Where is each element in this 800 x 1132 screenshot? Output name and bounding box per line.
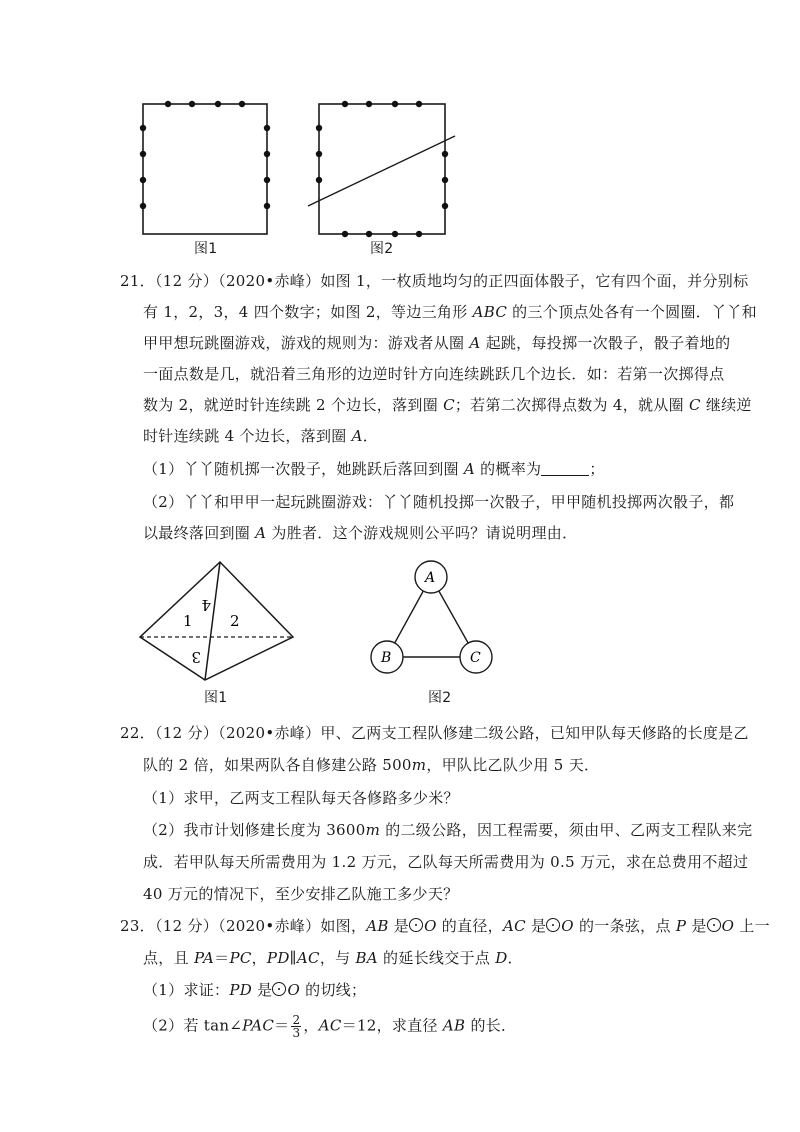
die-face-2: 2 [230, 612, 240, 630]
tetrahedron-caption: 图1 [204, 690, 228, 706]
figure-2-caption: 图2 [370, 241, 394, 257]
q22-line-2: 队的 2 倍，如果两队各自修建公路 500m，甲队比乙队少用 5 天． [143, 756, 600, 774]
circle-a-label: A [425, 570, 436, 586]
die-face-4: 4 [201, 596, 211, 614]
fraction: $\frac{2}{3}$ [292, 1013, 301, 1040]
q21-part-2-line-1: （2）丫丫和甲甲一起玩跳圈游戏：丫丫随机投掷一次骰子，甲甲随机投掷两次骰子，都 [143, 493, 735, 511]
q22-part-2-line-3: 40 万元的情况下，至少安排乙队施工多少天？ [143, 885, 459, 903]
dot-square-figure-2 [305, 96, 465, 258]
die-face-1: 1 [183, 612, 193, 630]
circle-dot-icon [409, 918, 423, 932]
answer-blank[interactable] [541, 461, 589, 476]
q21-line-2: 有 1，2，3，4 四个数字；如图 2，等边三角形 ABC 的三个顶点处各有一个圆圈．丫丫和 [143, 303, 757, 321]
q21-part-2-line-2: 以最终落回到圈 A 为胜者．这个游戏规则公平吗？请说明理由． [143, 524, 578, 542]
q23-header: 23．（12 分）（2020•赤峰）如图，AB 是 O 的直径，AC 是 O 的一条弦，点 P 是 O 上一 [120, 917, 770, 935]
triangle-caption: 图2 [428, 690, 452, 706]
q21-header: 21．（12 分）（2020•赤峰）如图 1，一枚质地均匀的正四面体骰子，它有四个面，并分别标 [120, 272, 749, 290]
q21-line-3: 甲甲想玩跳圈游戏，游戏的规则为：游戏者从圈 A 起跳，每投掷一次骰子，骰子着地的 [143, 334, 731, 352]
q22-part-2-line-1: （2）我市计划修建长度为 3600m 的二级公路，因工程需要，须由甲、乙两支工程队来完 [143, 821, 753, 839]
tetrahedron-die-figure [135, 557, 300, 687]
die-face-3: 3 [191, 648, 201, 666]
circle-c-label: C [470, 650, 481, 666]
q22-part-1: （1）求甲，乙两支工程队每天各修路多少米？ [143, 789, 459, 807]
q23-line-2: 点，且 PA＝PC，PD∥AC，与 BA 的延长线交于点 D． [143, 949, 523, 967]
circle-dot-icon [272, 982, 286, 996]
q21-line-5: 数为 2，就逆时针连续跳 2 个边长，落到圈 C；若第二次掷得点数为 4，就从圈 C 继续逆 [143, 396, 752, 414]
circle-dot-icon [707, 918, 721, 932]
circle-dot-icon [546, 918, 560, 932]
q23-part-1: （1）求证：PD 是 O 的切线； [143, 981, 367, 999]
triangle-circles-figure [365, 557, 505, 687]
q22-part-2-line-2: 成．若甲队每天所需费用为 1.2 万元，乙队每天所需费用为 0.5 万元，求在总费用不超过 [143, 853, 749, 871]
q23-part-2: （2）若 tan∠PAC＝ $\frac{2}{3}$ ，AC＝12，求直径 AB 的长． [143, 1013, 517, 1040]
q21-part-1: （1）丫丫随机掷一次骰子，她跳跃后落回到圈 A 的概率为 ； [143, 460, 605, 478]
circle-b-label: B [381, 650, 392, 666]
q22-header: 22．（12 分）（2020•赤峰）甲、乙两支工程队修建二级公路，已知甲队每天修路的长度是乙 [120, 724, 749, 742]
q21-line-4: 一面点数是几，就沿着三角形的边逆时针方向连续跳跃几个边长．如：若第一次掷得点 [143, 365, 725, 383]
figure-1-caption: 图1 [194, 241, 218, 257]
q21-line-6: 时针连续跳 4 个边长，落到圈 A． [143, 427, 379, 445]
dot-square-figure-1 [130, 96, 280, 258]
